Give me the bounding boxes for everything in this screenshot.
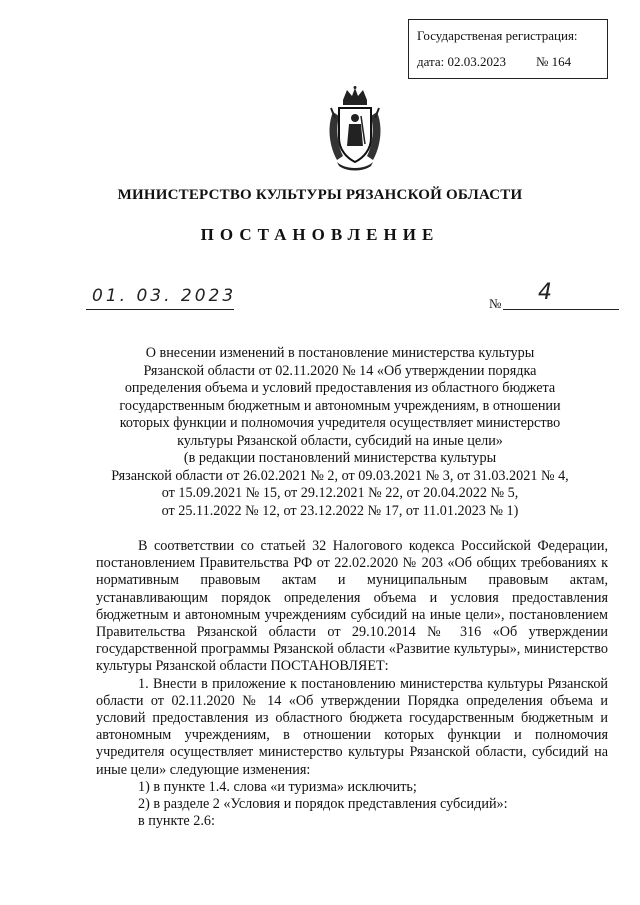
document-body bbox=[96, 538, 608, 830]
subitem-2: 2) в разделе 2 «Условия и порядок представления субсидий»: bbox=[138, 796, 508, 813]
title-line: Рязанской области от 02.11.2020 № 14 «Об утверждении порядка bbox=[143, 362, 537, 379]
registration-details bbox=[417, 54, 607, 70]
document-type: ПОСТАНОВЛЕНИЕ bbox=[200, 225, 440, 244]
ministry-name: МИНИСТЕРСТВО КУЛЬТУРЫ РЯЗАНСКОЙ ОБЛАСТИ bbox=[117, 187, 523, 203]
title-line: которых функции и полномочия учредителя осуществляет министерство bbox=[119, 415, 561, 431]
registration-number: № 164 bbox=[536, 54, 572, 69]
document-title bbox=[80, 345, 600, 520]
title-line: Рязанской области от 26.02.2021 № 2, от 09.03.2021 № 3, от 31.03.2021 № 4, bbox=[111, 467, 569, 484]
number-underline bbox=[503, 287, 619, 310]
registration-date: дата: 02.03.2023 bbox=[417, 54, 507, 69]
title-line: от 15.09.2021 № 15, от 29.12.2021 № 22, от 20.04.2022 № 5, bbox=[161, 485, 519, 501]
title-line: культуры Рязанской области, субсидий на иные цели» bbox=[177, 432, 503, 449]
title-line: (в редакции постановлений министерства культуры bbox=[183, 450, 497, 466]
registration-title: Государственая регистрация: bbox=[417, 28, 578, 43]
title-line: от 25.11.2022 № 12, от 23.12.2022 № 17, от 11.01.2023 № 1) bbox=[161, 502, 519, 519]
document-date: 01. 03. 2023 bbox=[92, 286, 237, 306]
preamble-paragraph: В соответствии со статьей 32 Налогового кодекса Российской Федерации, постановлением Правительства РФ от 22.02.2020 № 203 «Об общих требованиях к нормативным правовым актам и муниципальным правовым актам, устанавливающим порядок определения объема и условия предоставления бюджетным и автономным учреждениям субсидий на иные цели», постановлением Правительства Рязанской области от 29.10.2014 № 316 «Об утверждении государственной программы Рязанской области «Развитие культуры», министерство культуры Рязанской области ПОСТАНОВЛЯЕТ: bbox=[96, 538, 608, 675]
title-line: государственным бюджетным и автономным учреждениям, в отношении bbox=[119, 397, 561, 414]
coat-of-arms-icon bbox=[325, 86, 385, 172]
number-sign: № bbox=[489, 296, 502, 311]
subitem-2-6: в пункте 2.6: bbox=[138, 813, 215, 830]
title-line: О внесении изменений в постановление министерства культуры bbox=[145, 345, 535, 361]
item-1-paragraph: 1. Внести в приложение к постановлению министерства культуры Рязанской области от 02.11.2020 № 14 «Об утверждении Порядка определения объема и условий предоставления из областного бюджета государственным бюджетным и автономным учреждениям, в отношении которых функции и полномочия учредителя осуществляет министерство культуры Рязанской области, субсидий на иные цели» следующие изменения: bbox=[96, 675, 608, 778]
title-line: определения объема и условий предоставления из областного бюджета bbox=[124, 380, 556, 396]
subitem-1: 1) в пункте 1.4. слова «и туризма» исключить; bbox=[138, 778, 417, 795]
registration-stamp bbox=[408, 19, 608, 79]
document-number: 4 bbox=[538, 280, 552, 305]
